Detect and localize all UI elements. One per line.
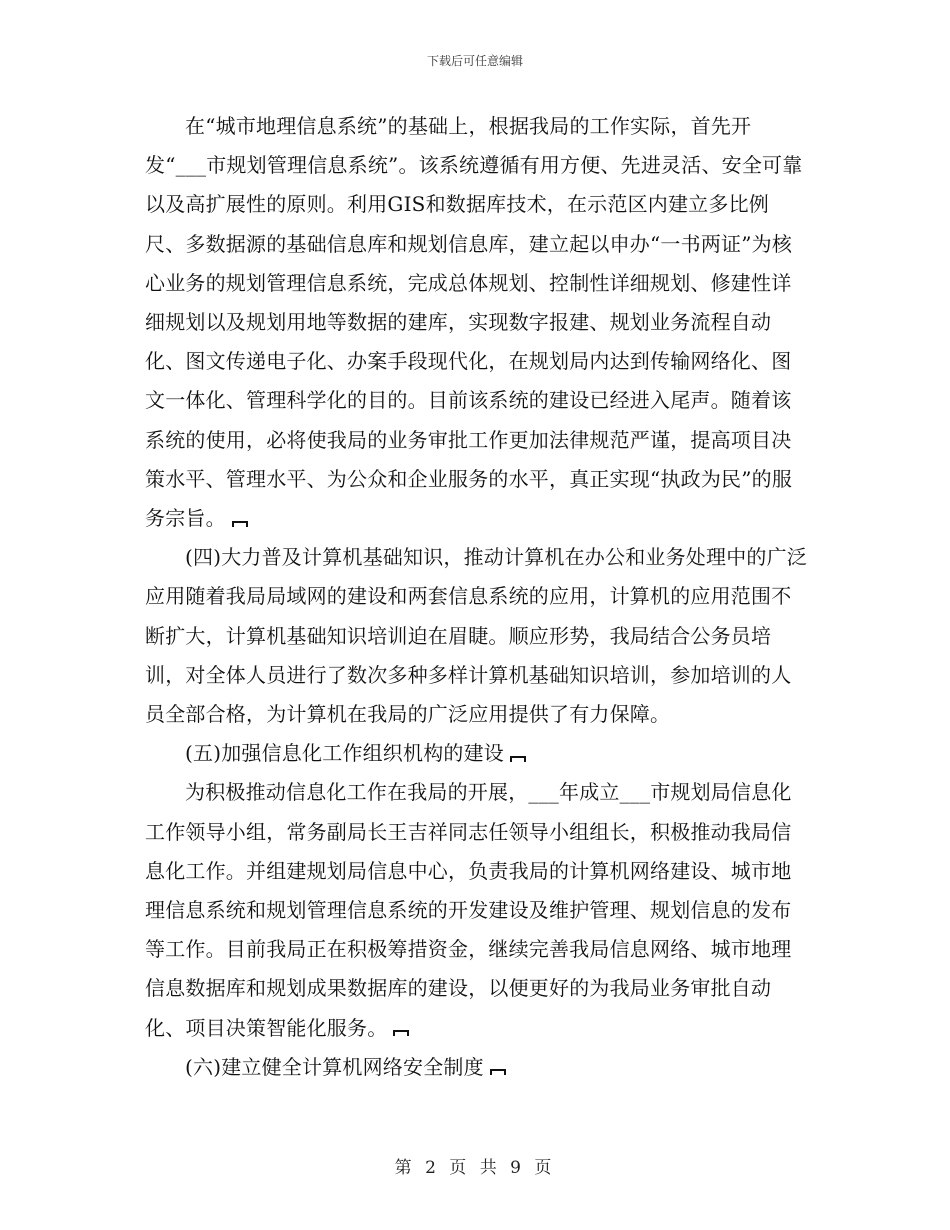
section-heading-text: (六)建立健全计算机网络安全制度 [185, 1054, 484, 1079]
section-heading [145, 734, 807, 773]
section-heading [145, 1048, 807, 1087]
paragraph-mark-icon [393, 1030, 409, 1036]
page-header: 下载后可任意编辑 [426, 54, 523, 68]
page-footer: 第 2 页 共 9 页 [394, 1158, 556, 1178]
paragraph-mark-icon [490, 1069, 506, 1075]
paragraph-text: 在“城市地理信息系统”的基础上，根据我局的工作实际，首先开发“___市规划管理信息系统”。该系统遵循有用方便、先进灵活、安全可靠以及高扩展性的原则。利用GIS和数据库技术，在示范区内建立多比例尺、多数据源的基础信息库和规划信息库，建立起以申办“一书两证”为核心业务的规划管理信息系统，完成总体规划、控制性详细规划、修建性详细规划以及规划用地等数据的建库，实现数字报建、规划业务流程自动化、图文传递电子化、办案手段现代化，在规划局内达到传输网络化、图文一体化、管理科学化的目的。目前该系统的建设已经进入尾声。随着该系统的使用，必将使我局的业务审批工作更加法律规范严谨，提高项目决策水平、管理水平、为公众和企业服务的水平，真正实现“执政为民”的服务宗旨。 [145, 114, 803, 531]
paragraph [145, 107, 807, 538]
paragraph [145, 538, 807, 734]
document-body [145, 107, 807, 1087]
paragraph-text: (四)大力普及计算机基础知识，推动计算机在办公和业务处理中的广泛应用随着我局局域网的建设和两套信息系统的应用，计算机的应用范围不断扩大，计算机基础知识培训迫在眉睫。顺应形势，我局结合公务员培训，对全体人员进行了数次多种多样计算机基础知识培训，参加培训的人员全部合格，为计算机在我局的广泛应用提供了有力保障。 [145, 545, 808, 727]
paragraph-mark-icon [232, 521, 248, 527]
section-heading-text: (五)加强信息化工作组织机构的建设 [185, 741, 505, 766]
paragraph-text: 为积极推动信息化工作在我局的开展，___年成立___市规划局信息化工作领导小组，常务副局长王吉祥同志任领导小组组长，积极推动我局信息化工作。并组建规划局信息中心，负责我局的计算机网络建设、城市地理信息系统和规划管理信息系统的开发建设及维护管理、规划信息的发布等工作。目前我局正在积极筹措资金，继续完善我局信息网络、城市地理信息数据库和规划成果数据库的建设，以便更好的为我局业务审批自动化、项目决策智能化服务。 [145, 780, 792, 1040]
paragraph-mark-icon [510, 756, 526, 762]
paragraph [145, 773, 807, 1047]
